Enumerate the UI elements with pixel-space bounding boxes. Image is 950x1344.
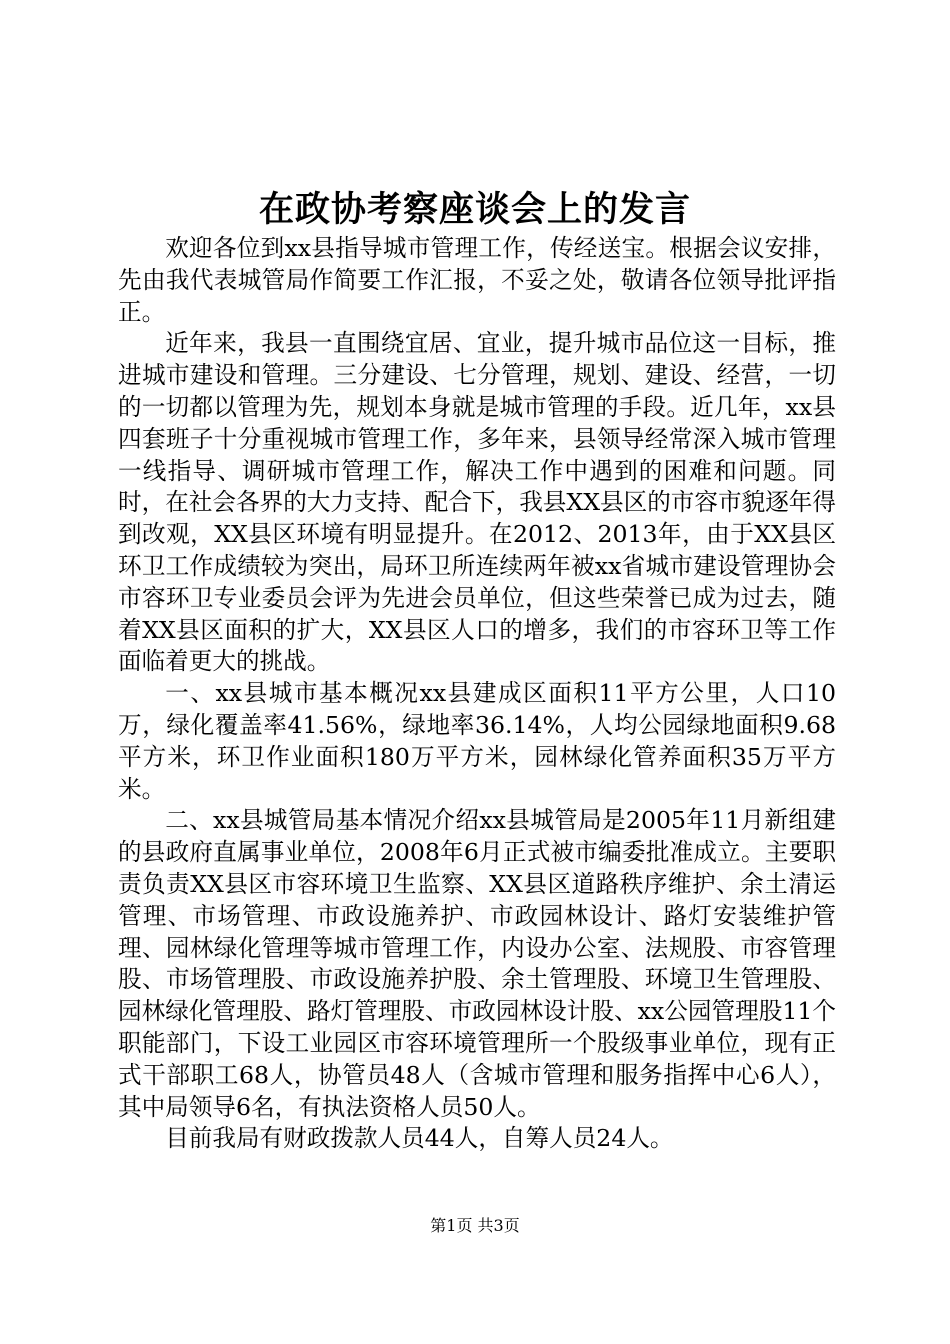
paragraph-staffing: 目前我局有财政拨款人员44人，自筹人员24人。 bbox=[165, 1124, 674, 1153]
paragraph-city-overview: 一、xx县城市基本概况xx县建成区面积11平方公里，人口10万，绿化覆盖率41.56%，绿地率36.14%，人均公园绿地面积9.68平方米，环卫作业面积180万平方米，园林绿化管养面积35万平方米。 bbox=[118, 679, 836, 803]
paragraph-background: 近年来，我县一直围绕宜居、宜业，提升城市品位这一目标，推进城市建设和管理。三分建设、七分管理，规划、建设、经营，一切的一切都以管理为先，规划本身就是城市管理的手段。近几年，xx县四套班子十分重视城市管理工作，多年来，县领导经常深入城市管理一线指导、调研城市管理工作，解决工作中遇到的困难和问题。同时，在社会各界的大力支持、配合下，我县XX县区的市容市貌逐年得到改观，XX县区环境有明显提升。在2012、2013年，由于XX县区环卫工作成绩较为突出，局环卫所连续两年被xx省城市建设管理协会市容环卫专业委员会评为先进会员单位，但这些荣誉已成为过去，随着XX县区面积的扩大，XX县区人口的增多，我们的市容环卫等工作面临着更大的挑战。 bbox=[118, 329, 837, 676]
page-number-footer: 第1页 共3页 bbox=[430, 1216, 520, 1235]
paragraph-greeting: 欢迎各位到xx县指导城市管理工作，传经送宝。根据会议安排，先由我代表城管局作简要工作汇报，不妥之处，敬请各位领导批评指正。 bbox=[118, 234, 836, 326]
document-body bbox=[118, 233, 836, 1155]
paragraph-bureau-overview: 二、xx县城管局基本情况介绍xx县城管局是2005年11月新组建的县政府直属事业单位，2008年6月正式被市编委批准成立。主要职责负责XX县区市容环境卫生监察、XX县区道路秩序维护、余土清运管理、市场管理、市政设施养护、市政园林设计、路灯安装维护管理、园林绿化管理等城市管理工作，内设办公室、法规股、市容管理股、市场管理股、市政设施养护股、余土管理股、环境卫生管理股、园林绿化管理股、路灯管理股、市政园林设计股、xx公园管理股11个职能部门，下设工业园区市容环境管理所一个股级事业单位，现有正式干部职工68人，协管员48人（含城市管理和服务指挥中心6人），其中局领导6名，有执法资格人员50人。 bbox=[118, 806, 836, 1121]
document-title: 在政协考察座谈会上的发言 bbox=[258, 189, 691, 230]
